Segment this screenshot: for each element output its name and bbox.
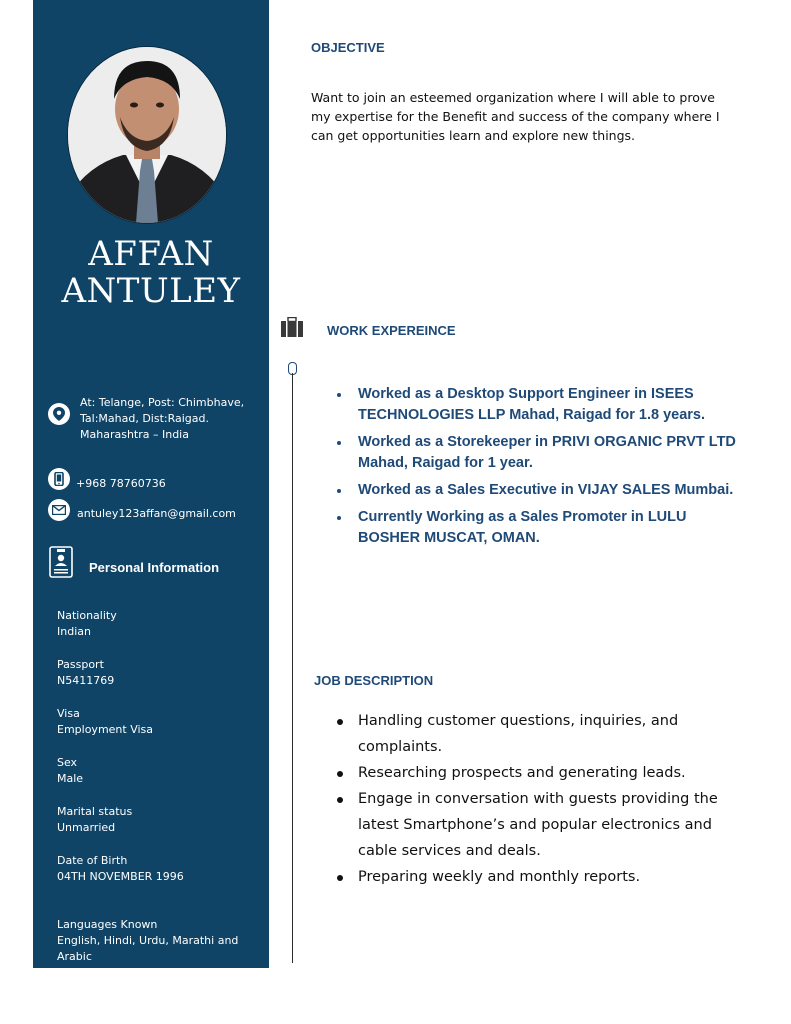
info-value: Indian: [57, 625, 91, 638]
timeline-line: [292, 373, 293, 963]
job-description-heading: JOB DESCRIPTION: [314, 673, 434, 688]
info-marital-status: [57, 804, 132, 836]
profile-photo: [67, 46, 227, 224]
info-label: Passport: [57, 658, 104, 671]
info-sex: [57, 755, 83, 787]
info-date-of-birth: [57, 853, 184, 885]
email-icon: [48, 499, 70, 521]
info-value: Unmarried: [57, 821, 116, 834]
info-label: Languages Known: [57, 918, 158, 931]
list-item: Worked as a Storekeeper in PRIVI ORGANIC PRVT LTD Mahad, Raigad for 1 year.: [334, 432, 739, 474]
list-item: Engage in conversation with guests providing the latest Smartphone’s and popular electronics and cable services and deals.: [334, 786, 734, 864]
candidate-name: [33, 236, 269, 310]
info-label: Date of Birth: [57, 854, 128, 867]
name-last: ANTULEY: [61, 271, 241, 311]
info-value: N5411769: [57, 674, 115, 687]
name-first: AFFAN: [88, 234, 214, 274]
list-item: Researching prospects and generating leads.: [334, 760, 734, 786]
address-text: At: Telange, Post: Chimbhave, Tal:Mahad, Dist:Raigad. Maharashtra – India: [80, 396, 245, 441]
info-value: 04TH NOVEMBER 1996: [57, 870, 184, 883]
info-value: Employment Visa: [57, 723, 154, 736]
work-experience-list: [334, 384, 739, 555]
id-card-icon: [49, 546, 73, 578]
info-visa: [57, 706, 153, 738]
info-value: Male: [57, 772, 84, 785]
objective-heading: OBJECTIVE: [311, 40, 385, 55]
location-icon: [48, 403, 70, 425]
list-item: Worked as a Desktop Support Engineer in ISEES TECHNOLOGIES LLP Mahad, Raigad for 1.8 years.: [334, 384, 739, 426]
objective-text: Want to join an esteemed organization where I will able to prove my expertise for the Benefit and success of the company where I can get opportunities learn and explore new things.: [311, 90, 720, 143]
info-label: Visa: [57, 707, 80, 720]
list-item: Handling customer questions, inquiries, and complaints.: [334, 708, 734, 760]
list-item: Currently Working as a Sales Promoter in LULU BOSHER MUSCAT, OMAN.: [334, 507, 739, 549]
info-label: Sex: [57, 756, 78, 769]
work-experience-heading: WORK EXPEREINCE: [327, 323, 456, 338]
info-languages: [57, 917, 257, 965]
info-label: Marital status: [57, 805, 133, 818]
info-label: Nationality: [57, 609, 117, 622]
list-item: Worked as a Sales Executive in VIJAY SALES Mumbai.: [334, 480, 739, 501]
personal-info-heading: Personal Information: [89, 560, 220, 575]
list-item: Preparing weekly and monthly reports.: [334, 864, 734, 890]
info-value: English, Hindi, Urdu, Marathi and Arabic: [57, 934, 239, 963]
briefcase-icon: [281, 317, 303, 337]
info-nationality: [57, 608, 117, 640]
job-description-list: [334, 708, 734, 890]
email-text: antuley123affan@gmail.com: [77, 507, 236, 520]
info-passport: [57, 657, 114, 689]
phone-icon: [48, 468, 70, 490]
phone-text: +968 78760736: [76, 477, 166, 490]
